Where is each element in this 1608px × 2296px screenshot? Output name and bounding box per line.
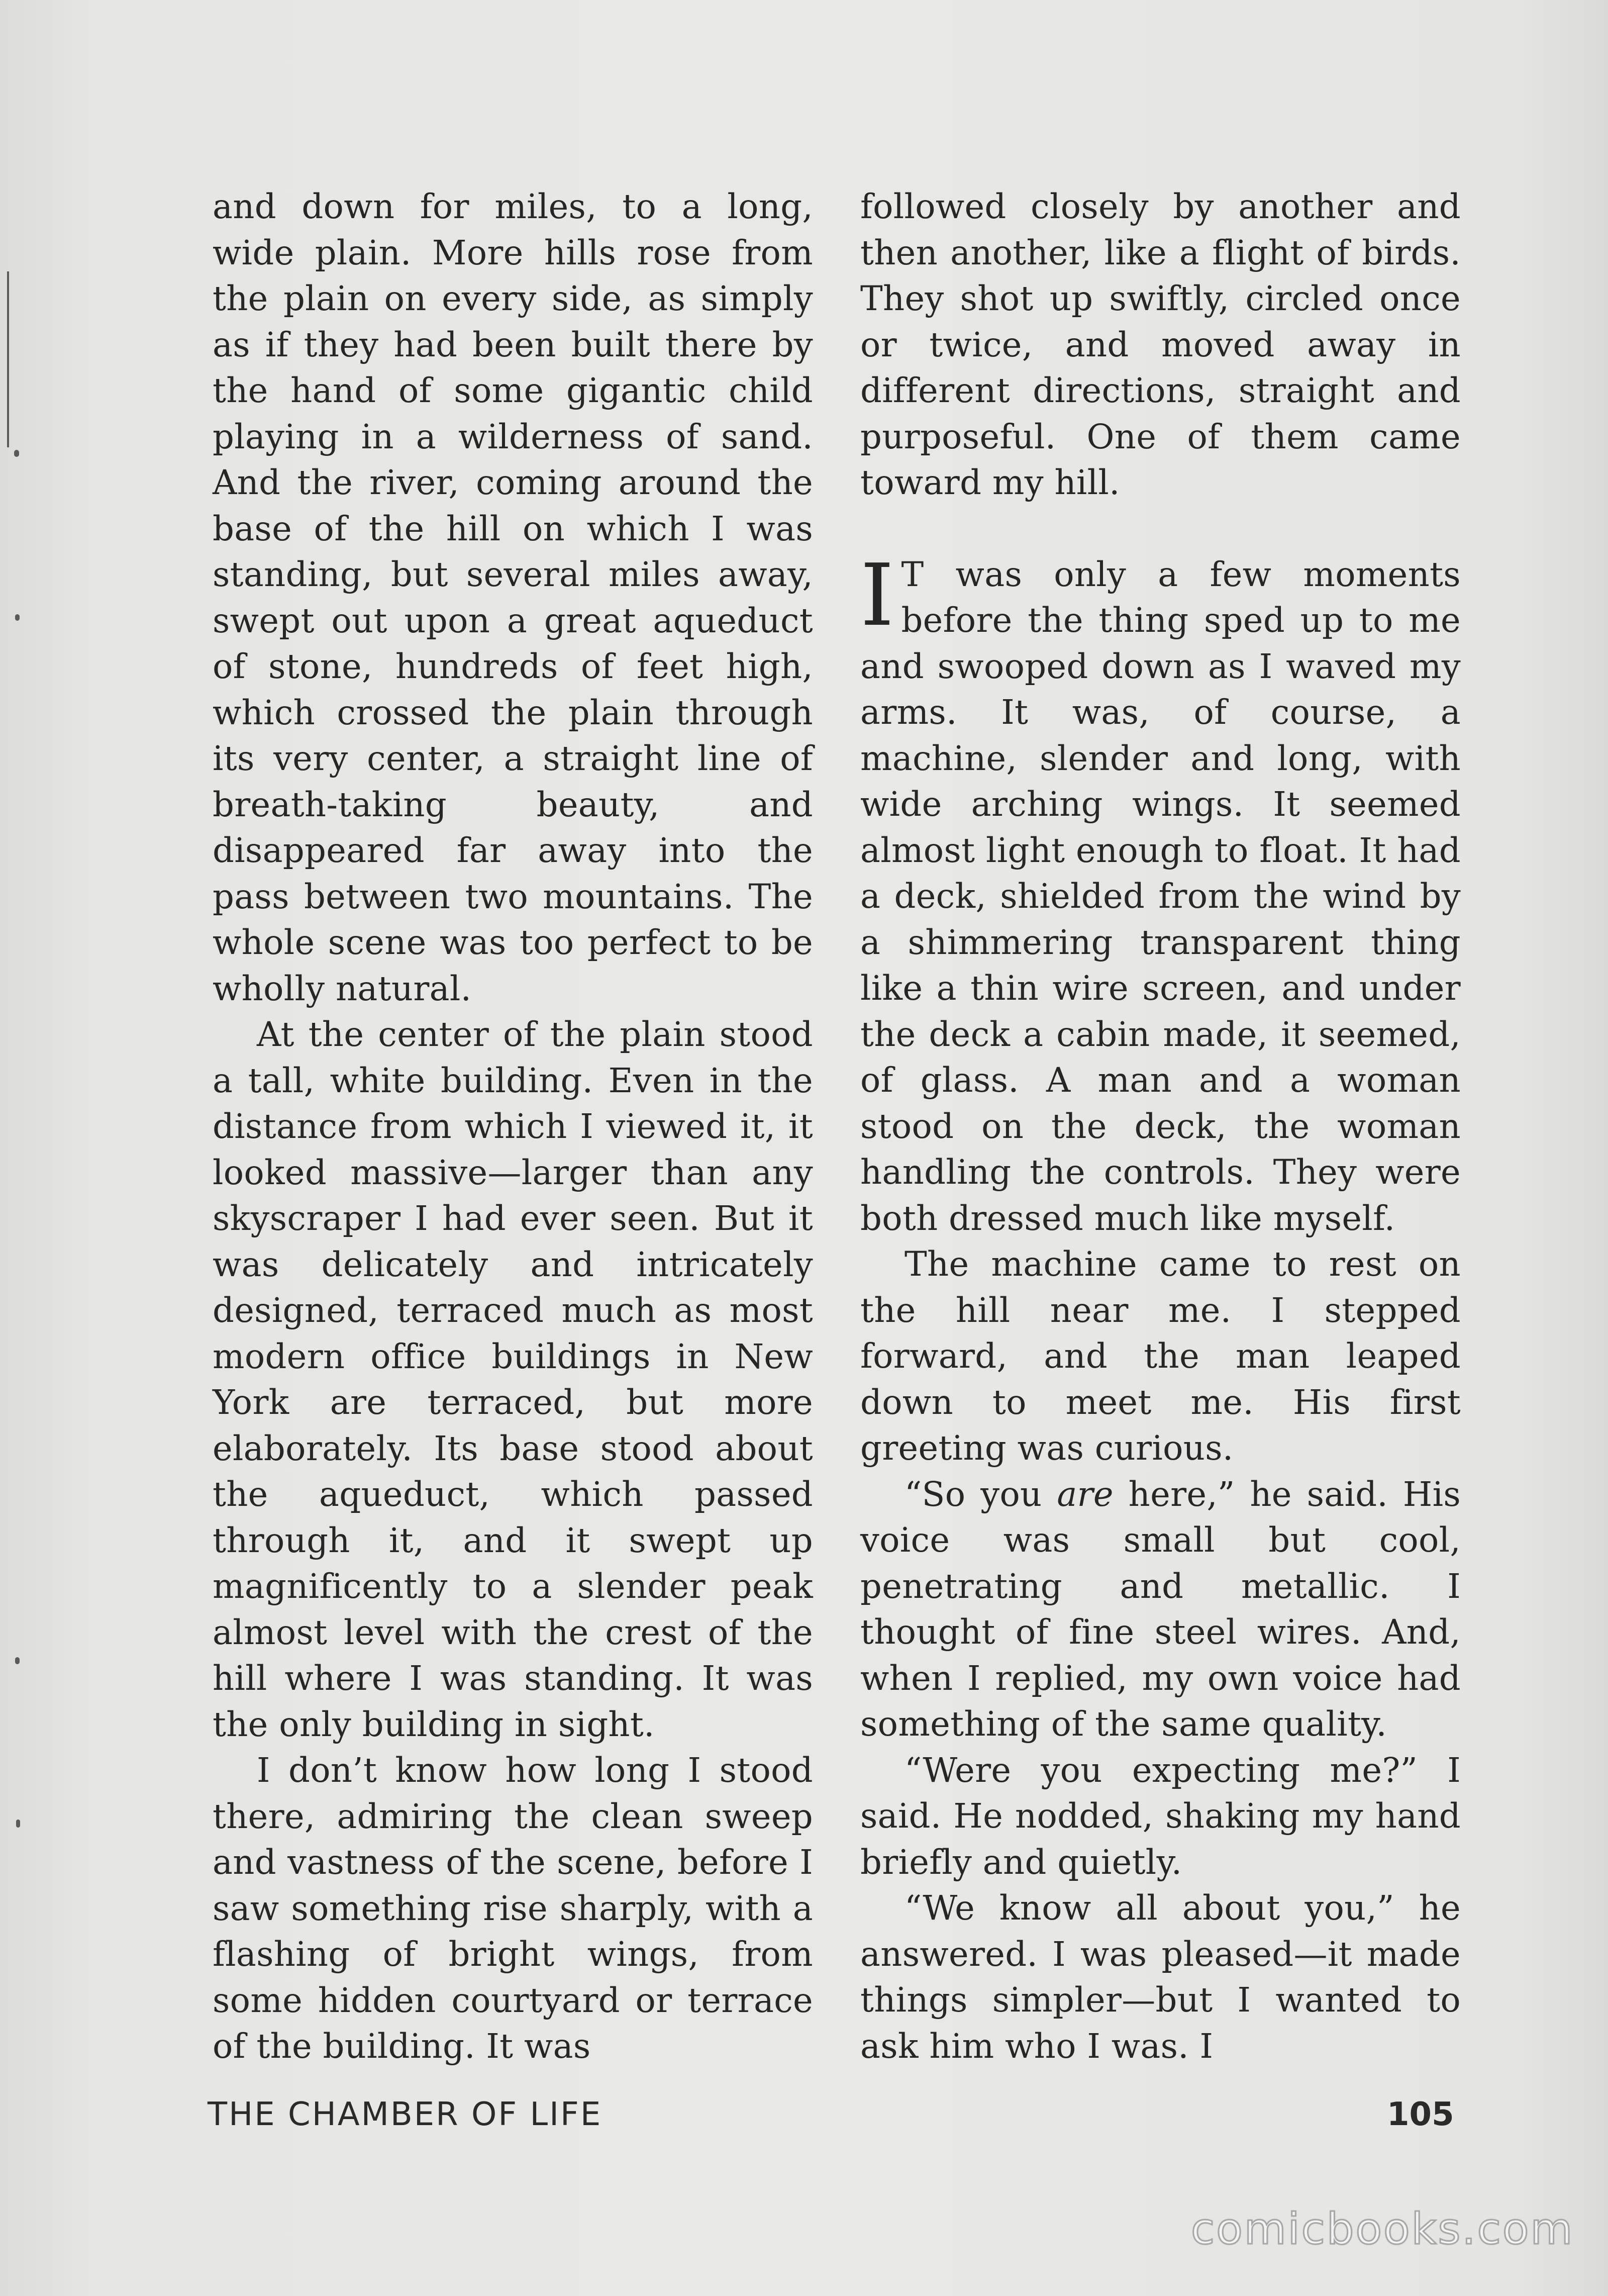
section-opening-paragraph [860, 545, 1461, 1242]
dialogue-text: “So you [904, 1474, 1057, 1514]
site-watermark: comicbooks.com [1191, 2204, 1574, 2254]
body-paragraph: “Were you expecting me?” I said. He nodded, shaking my hand briefly and quietly. [860, 1750, 1461, 1882]
margin-speck-mark [15, 1657, 20, 1664]
body-paragraph: At the center of the plain stood a tall, white building. Even in the distance from which I viewed it, it looked massive—larger than any skyscraper I had ever seen. But it was delicately and intricately designed, terraced much as most modern office buildings in New York are terraced, but more elaborately. Its base stood about the aqueduct, which passed through it, and it swept up magnificently to a slender peak almost level with the crest of the hill where I was standing. It was the only building in sight. [213, 1015, 813, 1744]
drop-cap-letter: I [860, 545, 894, 645]
page-number: 105 [1387, 2096, 1454, 2133]
body-paragraph: I don’t know how long I stood there, admiring the clean sweep and vastness of the scene, before I saw something rise sharply, with a flashing of bright wings, from some hidden courtyard or terrace of the building. It was [213, 1751, 813, 2066]
margin-speck-mark [15, 614, 20, 621]
emphasized-word: are [1057, 1474, 1114, 1514]
body-paragraph: “We know all about you,” he answered. I was pleased—it made things simpler—but I wanted to ask him who I was. I [860, 1888, 1461, 2066]
body-paragraph: The machine came to rest on the hill near me. I stepped forward, and the man leaped down to meet me. His first greeting was curious. [860, 1245, 1461, 1468]
body-paragraph: followed closely by another and then another, like a flight of birds. They shot up swiftly, circled once or twice, and moved away in different directions, straight and purposeful. One of them came toward my hill. [860, 187, 1461, 502]
body-paragraph: and down for miles, to a long, wide plain. More hills rose from the plain on every side, as simply as if they had been built there by the hand of some gigantic child playing in a wilderness of sand. And the river, coming around the base of the hill on which I was standing, but several miles away, swept out upon a great aqueduct of stone, hundreds of feet high, which crossed the plain through its very center, a straight line of breath-taking beauty, and disappeared far away into the pass between two mountains. The whole scene was too perfect to be wholly natural. [213, 187, 813, 1008]
dialogue-paragraph [860, 1472, 1461, 1748]
right-text-column [860, 184, 1461, 2069]
margin-speck-mark [16, 1820, 20, 1828]
left-text-column [213, 184, 813, 2070]
margin-rule-mark [7, 271, 9, 447]
running-title: THE CHAMBER OF LIFE [208, 2096, 602, 2133]
dialogue-text: here,” he said. His voice was small but cool, penetrating and metallic. I thought of fine steel wires. And, when I replied, my own voice had something of the same quality. [860, 1474, 1461, 1744]
section-opening-text: T was only a few moments before the thing sped up to me and swooped down as I waved my arms. It was, of course, a machine, slender and long, with wide arching wings. It seemed almost light enough to float. It had a deck, shielded from the wind by a shimmering transparent thing like a thin wire screen, and under the deck a cabin made, it seemed, of glass. A man and a woman stood on the deck, the woman handling the controls. They were both dressed much like myself. [860, 554, 1461, 1238]
margin-speck-mark [14, 450, 19, 457]
